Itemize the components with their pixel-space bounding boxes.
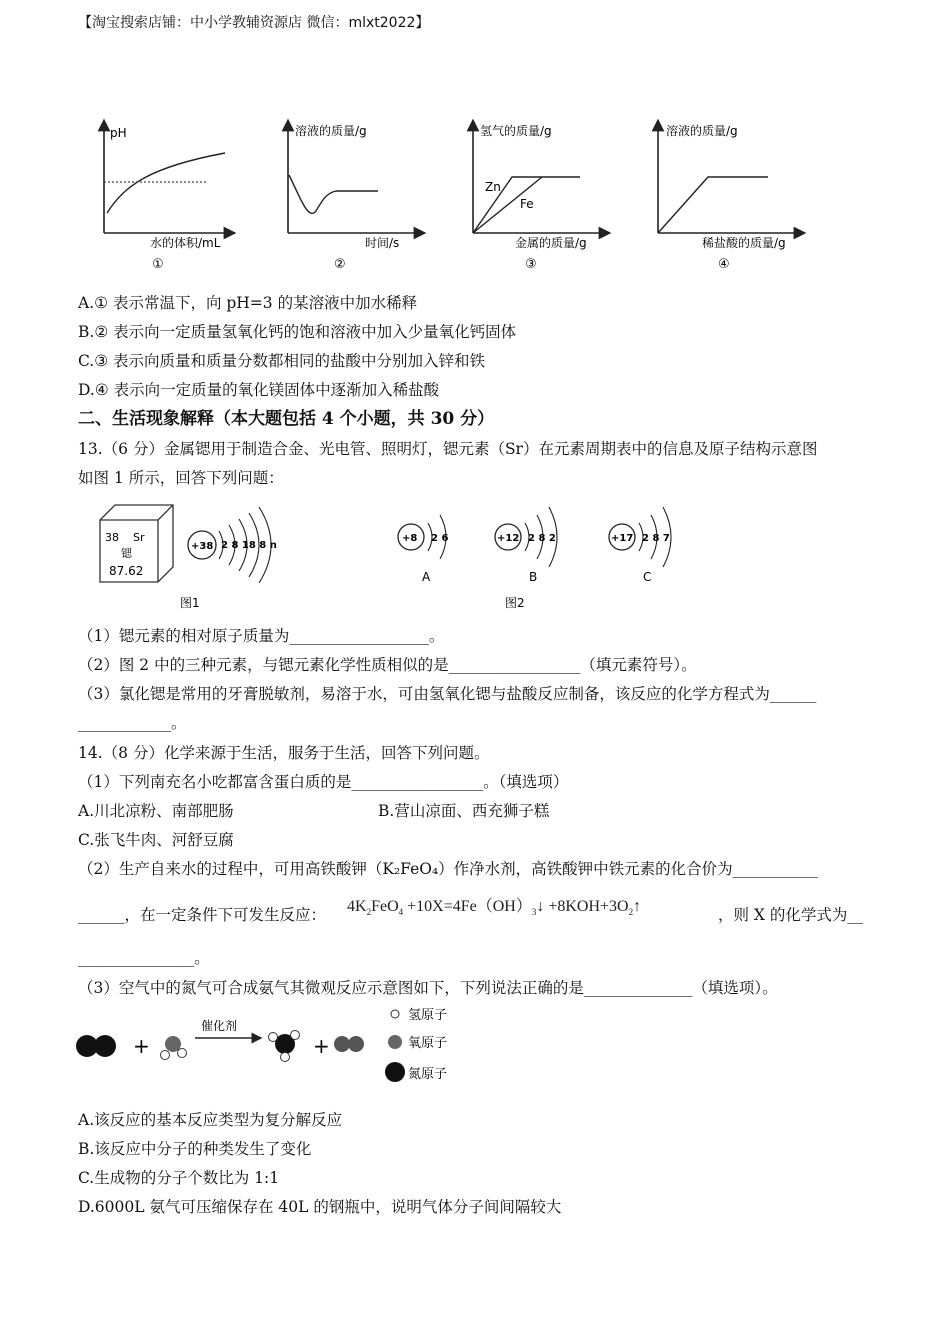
q14-option-b: B.营山凉面、西充狮子糕	[378, 802, 550, 820]
fig1-caption: 图1	[180, 596, 200, 610]
atom-a-nucleus: +8	[402, 533, 418, 544]
solution-mass-line	[658, 177, 768, 233]
q12-option-c: C.③ 表示向质量和质量分数都相同的盐酸中分别加入锌和铁	[78, 352, 486, 370]
graph-2-ylabel: 溶液的质量/g	[295, 124, 367, 138]
graph-3-number: ③	[525, 257, 537, 272]
q14-option-3c: C.生成物的分子个数比为 1:1	[78, 1169, 280, 1187]
ph-curve	[107, 153, 225, 213]
graph-2-number: ②	[334, 257, 346, 272]
q14-sub1: （1）下列南充名小吃都富含蛋白质的是_________________。（填选项）	[78, 773, 569, 791]
graph-4-number: ④	[718, 257, 730, 272]
q14-option-3a: A.该反应的基本反应类型为复分解反应	[78, 1111, 343, 1129]
sr-atom-diagram	[188, 507, 277, 583]
q12-option-b: B.② 表示向一定质量氢氧化钙的饱和溶液中加入少量氧化钙固体	[78, 323, 517, 341]
fig2-caption: 图2	[505, 596, 525, 610]
legend-nitrogen: 氮原子	[408, 1067, 448, 1082]
atom-a	[398, 515, 448, 584]
q14-sub2-line2-post: ，则 X 的化学式为__	[718, 906, 863, 924]
element-card-sr	[100, 505, 173, 582]
q12-option-d: D.④ 表示向一定质量的氧化镁固体中逐渐加入稀盐酸	[78, 381, 440, 399]
graph-4	[658, 123, 800, 272]
graph-3-series-fe: Fe	[520, 197, 534, 211]
atom-c	[609, 507, 671, 584]
section-2-title: 二、生活现象解释（本大题包括 4 个小题，共 30 分）	[78, 409, 495, 429]
q14-sub2-line2-pre: ______，在一定条件下可发生反应：	[78, 906, 327, 924]
sr-name: 锶	[121, 547, 132, 560]
solution-mass-curve	[289, 175, 378, 213]
graph-1	[104, 125, 230, 272]
sr-nucleus: +38	[191, 541, 214, 552]
atom-c-label: C	[643, 570, 652, 584]
sr-mass: 87.62	[109, 564, 144, 578]
atom-b-nucleus: +12	[497, 533, 520, 544]
atom-a-label: A	[422, 570, 431, 584]
q14-option-3d: D.6000L 氨气可压缩保存在 40L 的钢瓶中，说明气体分子间间隔较大	[78, 1198, 562, 1216]
plus-2: +	[313, 1034, 330, 1058]
graph-4-xlabel: 稀盐酸的质量/g	[702, 236, 786, 250]
atom-c-nucleus: +17	[611, 533, 634, 544]
q12-graphs	[80, 115, 820, 275]
q13-figures	[95, 495, 705, 620]
q12-option-a: A.① 表示常温下，向 pH=3 的某溶液中加水稀释	[78, 294, 418, 312]
q13-stem-line1: 13.（6 分）金属锶用于制造合金、光电管、照明灯，锶元素（Sr）在元素周期表中的信息及原子结构示意图	[78, 440, 818, 458]
sr-atomic-number: 38	[105, 531, 119, 544]
q13-sub1: （1）锶元素的相对原子质量为__________________。	[78, 627, 445, 645]
micro-reaction-diagram	[75, 1002, 475, 1092]
page-header: 【淘宝搜索店铺：中小学教辅资源店 微信：mlxt2022】	[78, 15, 430, 31]
product-nh3	[269, 1031, 300, 1062]
legend-oxygen: 氧原子	[408, 1036, 448, 1051]
graph-3	[473, 123, 605, 272]
atom-b-label: B	[529, 570, 538, 584]
q14-option-a: A.川北凉粉、南部肥肠	[78, 802, 234, 820]
sr-shells: 2 8 18 8 n	[221, 540, 277, 551]
atom-b	[495, 507, 557, 584]
legend	[385, 1008, 447, 1082]
plus-1: +	[133, 1034, 150, 1058]
graph-2	[288, 123, 420, 272]
q13-stem-line2: 如图 1 所示，回答下列问题：	[78, 469, 284, 487]
graph-3-ylabel: 氢气的质量/g	[480, 124, 552, 138]
sr-symbol: Sr	[133, 531, 145, 544]
q13-sub2: （2）图 2 中的三种元素，与锶元素化学性质相似的是_________________（填元素符号）。	[78, 656, 697, 674]
graph-3-series-zn: Zn	[485, 180, 501, 194]
legend-hydrogen: 氢原子	[408, 1008, 448, 1023]
atom-a-shells: 2 6	[431, 533, 449, 544]
atom-b-shells: 2 8 2	[528, 533, 556, 544]
atom-c-shells: 2 8 7	[642, 533, 670, 544]
reaction-equation: $4K_2FeO_4$ $+10X=4Fe(OH)_3↓$ $+8KOH+3O_2↑$	[347, 898, 642, 918]
q13-sub3-line2: ____________。	[78, 714, 187, 732]
catalyst-label: 催化剂	[201, 1019, 238, 1033]
product-o2	[334, 1036, 364, 1052]
graph-1-number: ①	[152, 257, 164, 272]
q14-stem: 14.（8 分）化学来源于生活，服务于生活，回答下列问题。	[78, 744, 490, 762]
q14-sub3: （3）空气中的氮气可合成氨气其微观反应示意图如下，下列说法正确的是______________（填选项）。	[78, 979, 778, 997]
q14-option-c: C.张飞牛肉、河舒豆腐	[78, 831, 234, 849]
reactant-water	[161, 1036, 187, 1060]
q14-sub2-line3: _______________。	[78, 949, 210, 967]
graph-1-xlabel: 水的体积/mL	[150, 236, 221, 250]
reactant-n2	[76, 1035, 116, 1057]
q14-option-3b: B.该反应中分子的种类发生了变化	[78, 1140, 312, 1158]
q13-sub3-line1: （3）氯化锶是常用的牙膏脱敏剂，易溶于水，可由氢氧化锶与盐酸反应制备，该反应的化学方程式为______	[78, 685, 817, 703]
graph-2-xlabel: 时间/s	[365, 236, 400, 250]
q14-sub2-line1: （2）生产自来水的过程中，可用高铁酸钾（K₂FeO₄）作净水剂，高铁酸钾中铁元素的化合价为___________	[78, 860, 818, 878]
graph-4-ylabel: 溶液的质量/g	[666, 124, 738, 138]
graph-3-xlabel: 金属的质量/g	[515, 236, 587, 250]
graph-1-ylabel: pH	[110, 126, 127, 140]
